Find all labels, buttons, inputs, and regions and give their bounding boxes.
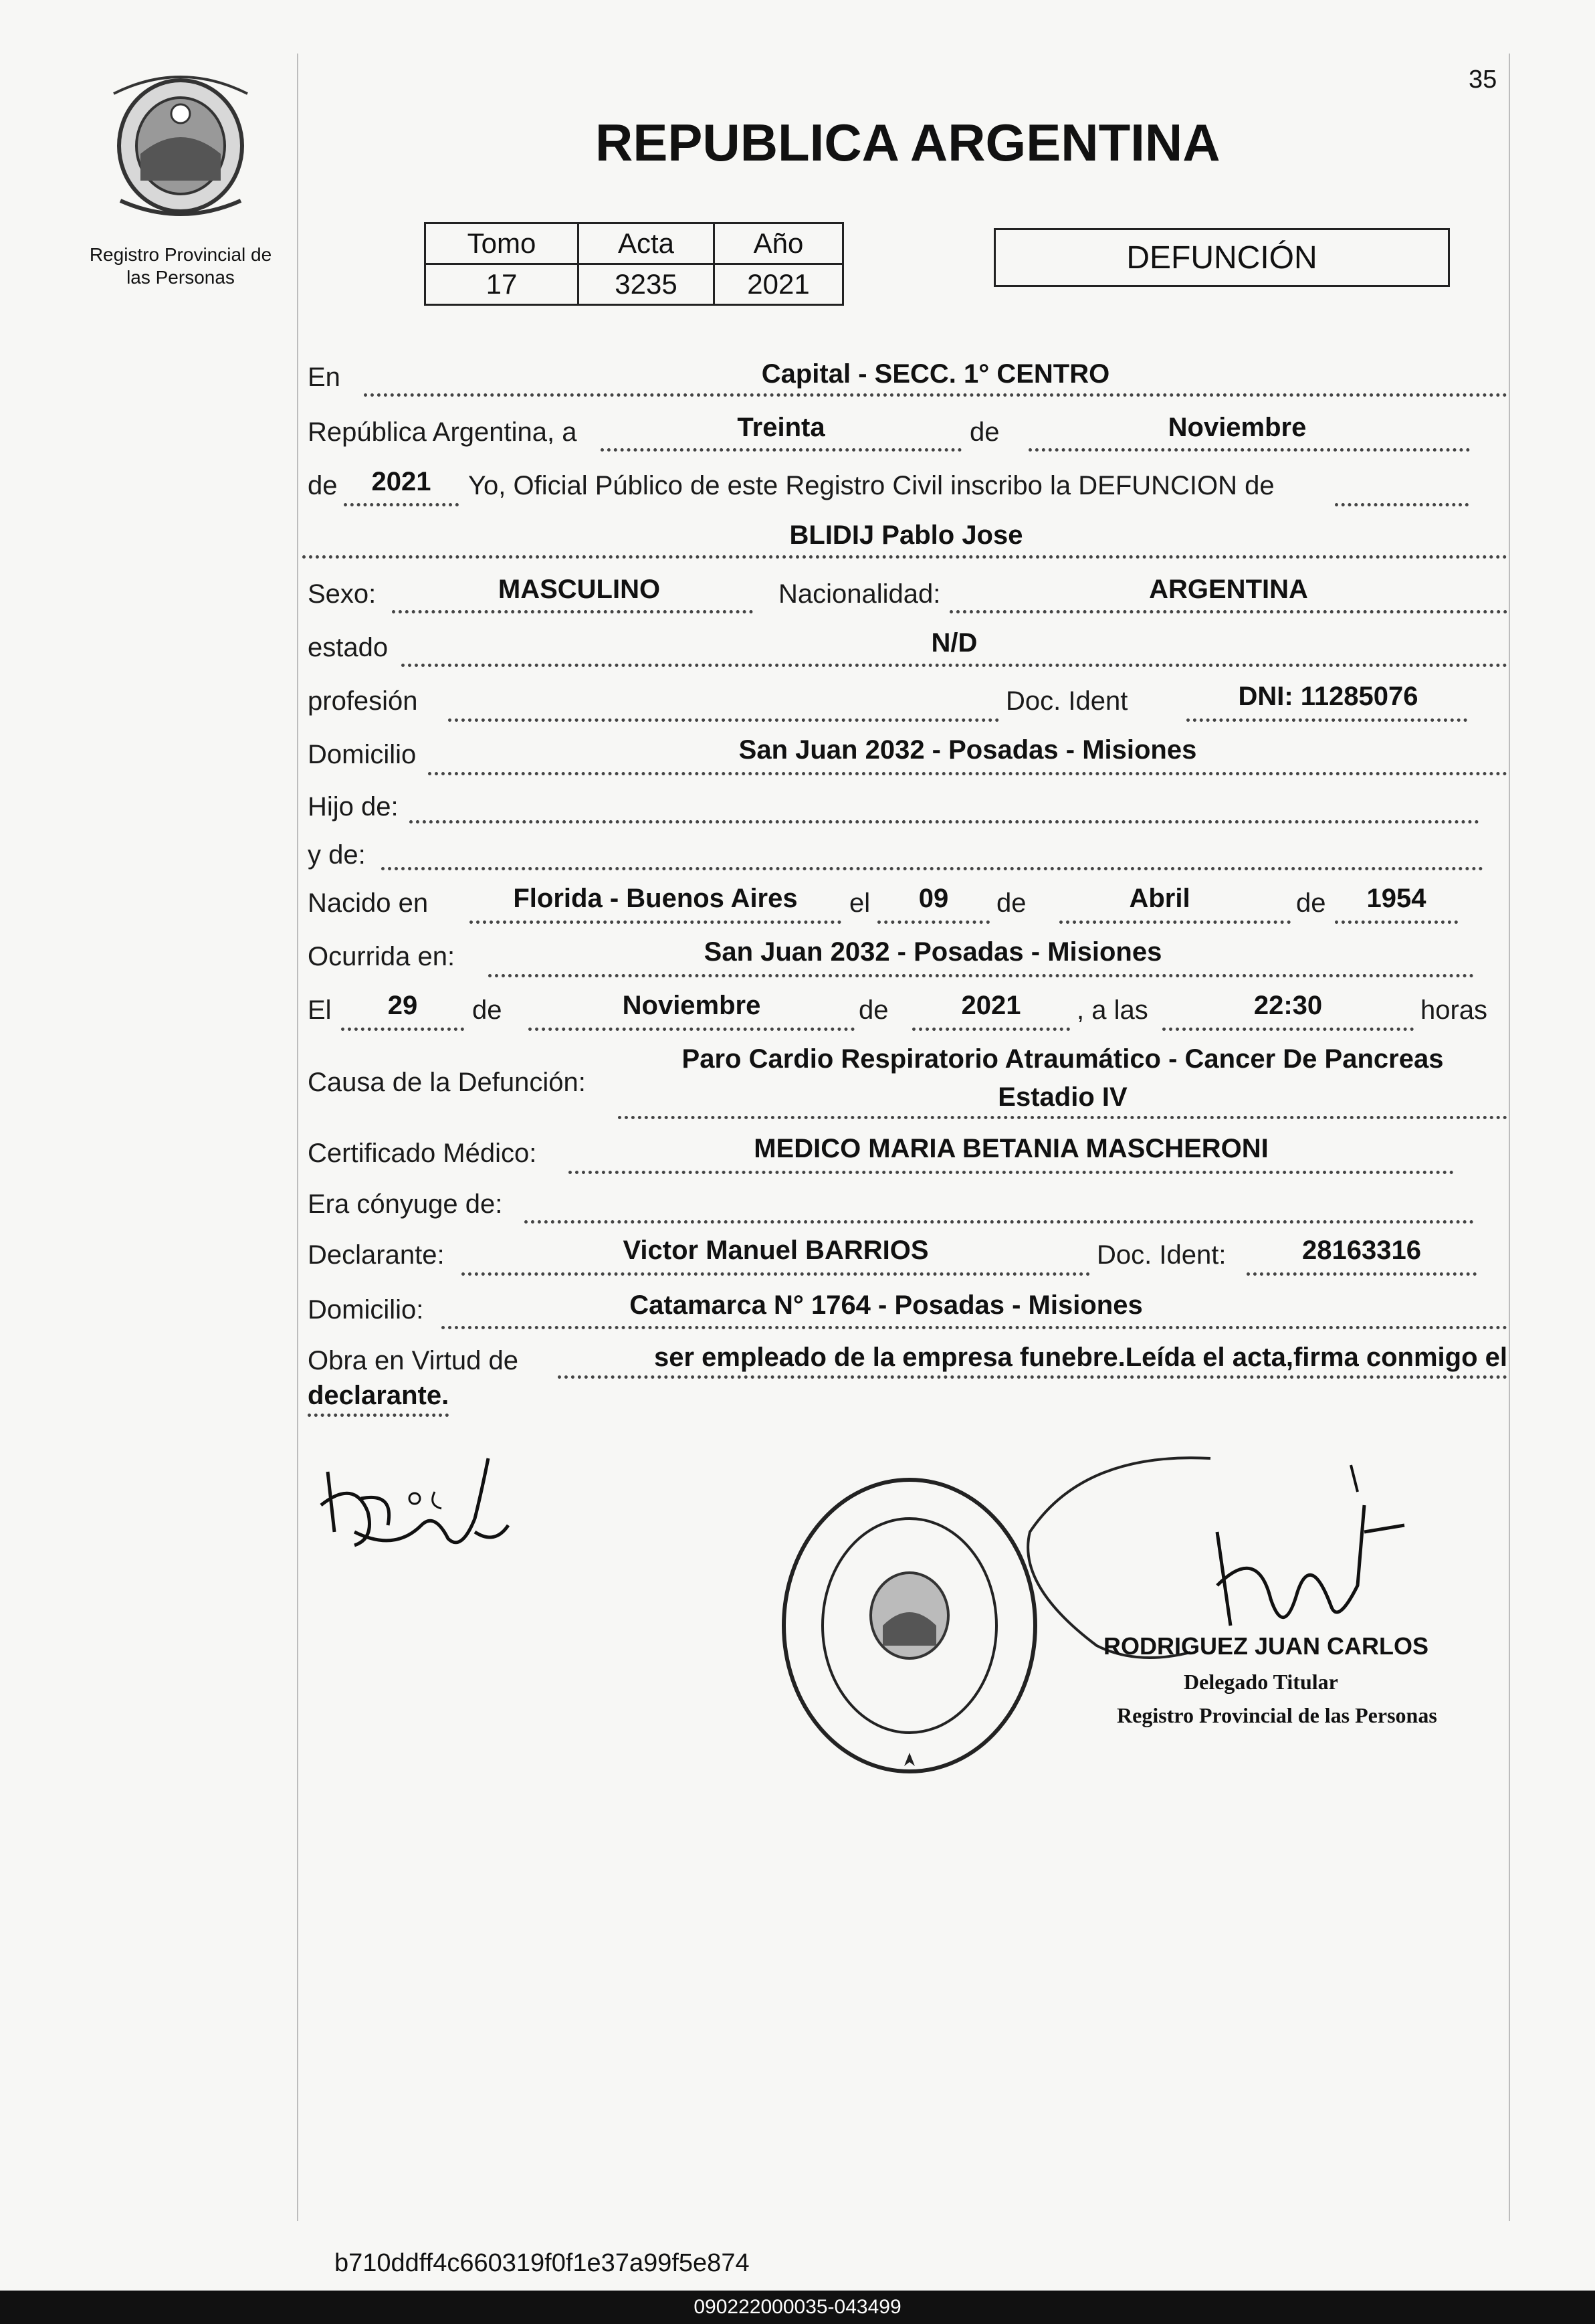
inscribo-dotted-line — [1335, 503, 1469, 506]
page-title: REPUBLICA ARGENTINA — [595, 113, 1220, 172]
day-words-value: Treinta — [737, 413, 825, 442]
en-label: En — [308, 363, 340, 392]
conyuge-label: Era cónyuge de: — [308, 1189, 503, 1219]
month-dotted-line — [1029, 448, 1470, 452]
de-label-2: de — [308, 471, 338, 500]
def-mes-value: Noviembre — [622, 991, 761, 1020]
tomo-header: Tomo — [425, 223, 578, 264]
ocurrida-value: San Juan 2032 - Posadas - Misiones — [704, 937, 1162, 967]
def-mes-dotted-line — [528, 1028, 855, 1031]
nacido-dia-value: 09 — [918, 884, 949, 913]
def-de-label-1: de — [472, 995, 502, 1025]
domicilio2-value: Catamarca N° 1764 - Posadas - Misiones — [629, 1290, 1143, 1320]
nacido-mes-dotted-line — [1059, 921, 1291, 924]
y-de-label: y de: — [308, 840, 366, 870]
official-stamp — [776, 1472, 1043, 1779]
domicilio-label: Domicilio — [308, 740, 417, 769]
year-value: 2021 — [371, 467, 431, 496]
official-office: Registro Provincial de las Personas — [1117, 1703, 1437, 1727]
obra-value-line-2: declarante. — [308, 1381, 449, 1417]
domicilio-dotted-line — [428, 772, 1507, 775]
day-dotted-line — [601, 448, 962, 452]
declarant-signature — [314, 1452, 515, 1565]
province-emblem — [100, 67, 261, 221]
nacido-lugar-value: Florida - Buenos Aires — [513, 884, 798, 913]
official-name: RODRIGUEZ JUAN CARLOS — [1103, 1632, 1429, 1660]
profesion-label: profesión — [308, 686, 418, 716]
obra-value-line-1: ser empleado de la empresa funebre.Leída el acta,firma conmigo el — [558, 1343, 1507, 1379]
nacido-de-label-1: de — [996, 888, 1027, 918]
inscribo-text: Yo, Oficial Público de este Registro Civil inscribo la DEFUNCION de — [468, 471, 1275, 500]
declarante-value: Victor Manuel BARRIOS — [623, 1236, 929, 1265]
left-margin-line — [297, 54, 298, 2221]
domicilio-value: San Juan 2032 - Posadas - Misiones — [738, 735, 1197, 765]
de-label-1: de — [970, 417, 1000, 447]
def-anio-dotted-line — [912, 1028, 1070, 1031]
estado-value: N/D — [931, 628, 978, 658]
domicilio2-dotted-line — [441, 1326, 1507, 1329]
nacido-el-label: el — [849, 888, 871, 918]
a-las-label: , a las — [1077, 995, 1148, 1025]
doc-ident-label: Doc. Ident — [1006, 686, 1128, 716]
year-dotted-line — [344, 503, 459, 506]
horas-label: horas — [1420, 995, 1488, 1025]
barcode-strip — [0, 2291, 1595, 2324]
document-type: DEFUNCIÓN — [1126, 239, 1317, 276]
registry-line-1: Registro Provincial de — [89, 244, 272, 265]
nacido-mes-value: Abril — [1129, 884, 1190, 913]
def-de-label-2: de — [859, 995, 889, 1025]
acta-value: 3235 — [578, 264, 714, 305]
barcode-text: 090222000035-043499 — [694, 2296, 901, 2318]
hijo-dotted-line — [409, 820, 1479, 824]
obra-label: Obra en Virtud de — [308, 1346, 519, 1375]
en-dotted-line — [364, 393, 1507, 397]
sexo-dotted-line — [392, 610, 753, 613]
declarante-dotted-line — [461, 1272, 1090, 1276]
nacido-anio-value: 1954 — [1366, 884, 1426, 913]
y-de-dotted-line — [381, 867, 1483, 870]
anio-value: 2021 — [714, 264, 843, 305]
def-dia-dotted-line — [341, 1028, 464, 1031]
causa-dotted-line — [618, 1116, 1507, 1119]
ocurrida-label: Ocurrida en: — [308, 942, 455, 971]
certificado-dotted-line — [568, 1171, 1454, 1174]
doc-ident2-label: Doc. Ident: — [1097, 1240, 1227, 1270]
nacido-label: Nacido en — [308, 888, 429, 918]
nacido-de-label-2: de — [1296, 888, 1326, 918]
doc-ident-value: DNI: 11285076 — [1238, 682, 1418, 711]
conyuge-dotted-line — [524, 1220, 1474, 1224]
causa-line-1: Paro Cardio Respiratorio Atraumático - Cancer De Pancreas — [681, 1044, 1444, 1074]
nacido-lugar-dotted-line — [469, 921, 841, 924]
name-dotted-line — [302, 555, 1507, 559]
domicilio2-label: Domicilio: — [308, 1295, 424, 1325]
anio-header: Año — [714, 223, 843, 264]
certificado-label: Certificado Médico: — [308, 1139, 537, 1168]
def-hora-value: 22:30 — [1253, 991, 1323, 1020]
record-table — [424, 222, 844, 306]
def-hora-dotted-line — [1162, 1028, 1414, 1031]
right-margin-line — [1509, 54, 1510, 2221]
doc-ident-dotted-line — [1186, 718, 1467, 722]
tomo-value: 17 — [425, 264, 578, 305]
ocurrida-dotted-line — [488, 974, 1474, 977]
registry-name — [67, 244, 294, 289]
certificado-value: MEDICO MARIA BETANIA MASCHERONI — [754, 1134, 1269, 1163]
deceased-name: BLIDIJ Pablo Jose — [789, 520, 1023, 550]
record-table-header-row — [425, 223, 843, 264]
def-dia-value: 29 — [387, 991, 418, 1020]
doc-ident2-dotted-line — [1247, 1272, 1477, 1276]
en-value: Capital - SECC. 1° CENTRO — [761, 359, 1110, 389]
page-number: 35 — [1469, 66, 1497, 94]
nacionalidad-label: Nacionalidad: — [778, 579, 941, 609]
doc-ident2-value: 28163316 — [1302, 1236, 1421, 1265]
registry-line-2: las Personas — [126, 267, 235, 288]
def-anio-value: 2021 — [961, 991, 1021, 1020]
record-table-value-row — [425, 264, 843, 305]
nacionalidad-value: ARGENTINA — [1149, 575, 1308, 604]
causa-line-2: Estadio IV — [998, 1082, 1128, 1112]
acta-header: Acta — [578, 223, 714, 264]
profesion-dotted-line — [448, 718, 999, 722]
el-label: El — [308, 995, 332, 1025]
nacionalidad-dotted-line — [950, 610, 1507, 613]
hijo-label: Hijo de: — [308, 792, 399, 821]
document-hash: b710ddff4c660319f0f1e37a99f5e874 — [334, 2249, 750, 2277]
declarante-label: Declarante: — [308, 1240, 445, 1270]
estado-dotted-line — [401, 664, 1507, 667]
month-value: Noviembre — [1168, 413, 1307, 442]
nacido-anio-dotted-line — [1335, 921, 1458, 924]
causa-label: Causa de la Defunción: — [308, 1068, 586, 1097]
official-title: Delegado Titular — [1184, 1670, 1338, 1694]
estado-label: estado — [308, 633, 389, 662]
sexo-label: Sexo: — [308, 579, 377, 609]
republica-label: República Argentina, a — [308, 417, 577, 447]
nacido-dia-dotted-line — [877, 921, 990, 924]
document-type-box — [994, 228, 1450, 287]
sexo-value: MASCULINO — [498, 575, 661, 604]
